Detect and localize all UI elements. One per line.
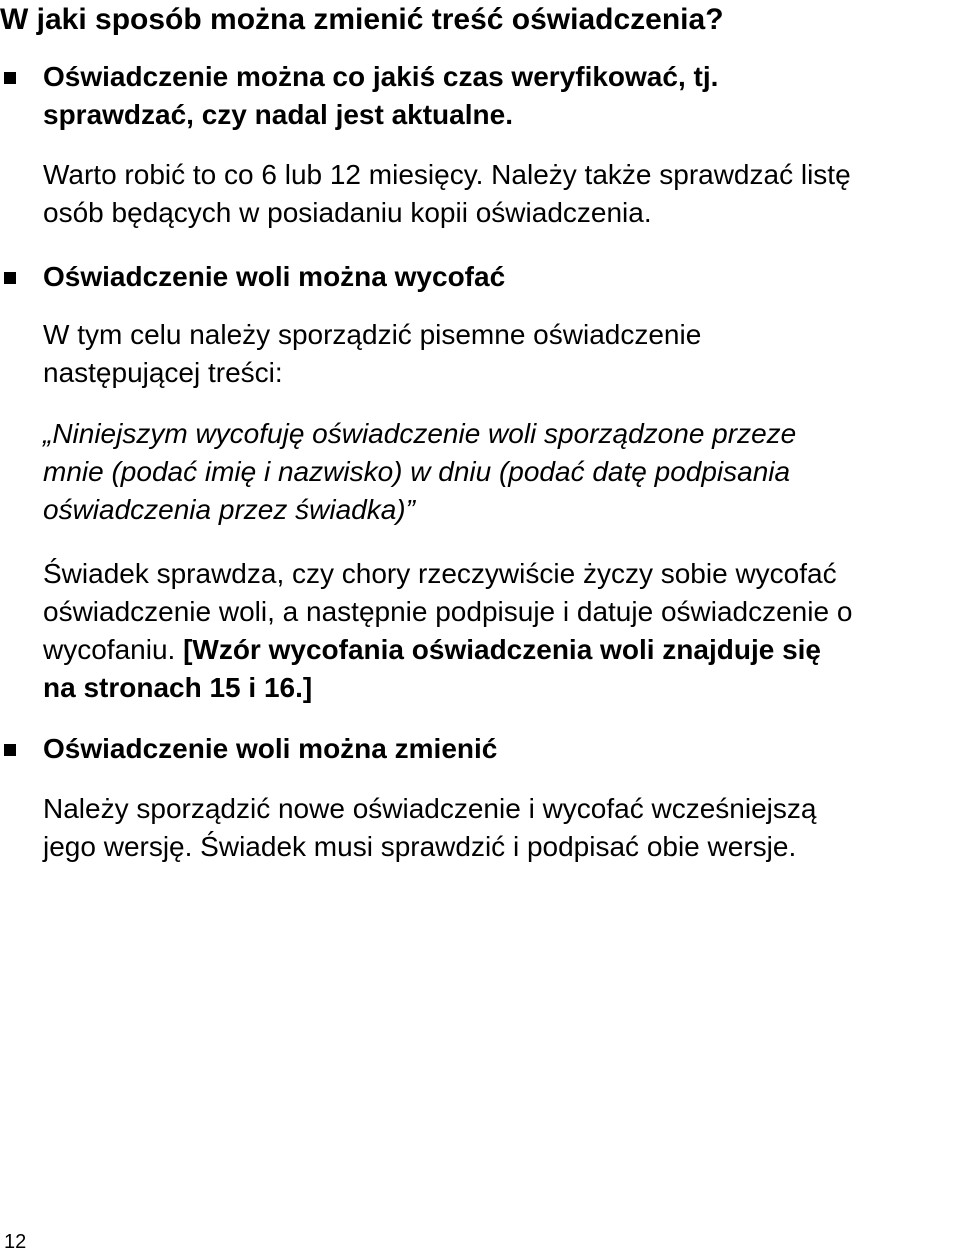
section-2-intro xyxy=(43,316,701,392)
page-title: W jaki sposób można zmienić treść oświadczenia? xyxy=(0,3,724,36)
withdrawal-quote-line-3: oświadczenia przez świadka)” xyxy=(43,494,415,525)
witness-line-3-text: wycofaniu. xyxy=(43,634,176,665)
bullet-square-icon xyxy=(4,272,16,284)
bullet-square-icon xyxy=(4,744,16,756)
section-1-heading xyxy=(43,58,718,134)
witness-line-2: oświadczenie woli, a następnie podpisuje i datuje oświadczenie o xyxy=(43,596,853,627)
section-3-body-line-1: Należy sporządzić nowe oświadczenie i wycofać wcześniejszą xyxy=(43,793,817,824)
section-1-body-line-1: Warto robić to co 6 lub 12 miesięcy. Należy także sprawdzać listę xyxy=(43,159,851,190)
template-note-line-1: [Wzór wycofania oświadczenia woli znajduje się xyxy=(183,634,821,665)
section-2-intro-line-1: W tym celu należy sporządzić pisemne oświadczenie xyxy=(43,319,702,350)
witness-line-3 xyxy=(43,631,852,669)
section-3-body-line-2: jego wersję. Świadek musi sprawdzić i podpisać obie wersje. xyxy=(43,831,797,862)
witness-line-1: Świadek sprawdza, czy chory rzeczywiście życzy sobie wycofać xyxy=(43,558,837,589)
section-2-witness-text xyxy=(43,555,852,707)
withdrawal-quote-line-2: mnie (podać imię i nazwisko) w dniu (podać datę podpisania xyxy=(43,456,791,487)
section-3-heading xyxy=(43,730,497,768)
page-number: 12 xyxy=(4,1231,27,1253)
section-2-intro-line-2: następującej treści: xyxy=(43,357,283,388)
withdrawal-quote-line-1: „Niniejszym wycofuję oświadczenie woli sporządzone przeze xyxy=(43,418,797,449)
template-note-line-2: na stronach 15 i 16.] xyxy=(43,672,313,703)
section-1-body-line-2: osób będących w posiadaniu kopii oświadczenia. xyxy=(43,197,652,228)
bullet-square-icon xyxy=(4,72,16,84)
section-1-heading-line-2: sprawdzać, czy nadal jest aktualne. xyxy=(43,99,513,130)
section-1-body xyxy=(43,156,851,232)
section-2-heading-text: Oświadczenie woli można wycofać xyxy=(43,261,506,292)
withdrawal-quote xyxy=(43,415,796,529)
section-1-heading-line-1: Oświadczenie można co jakiś czas weryfikować, tj. xyxy=(43,61,719,92)
section-3-heading-text: Oświadczenie woli można zmienić xyxy=(43,733,498,764)
section-3-body xyxy=(43,790,816,866)
section-2-heading xyxy=(43,258,505,296)
